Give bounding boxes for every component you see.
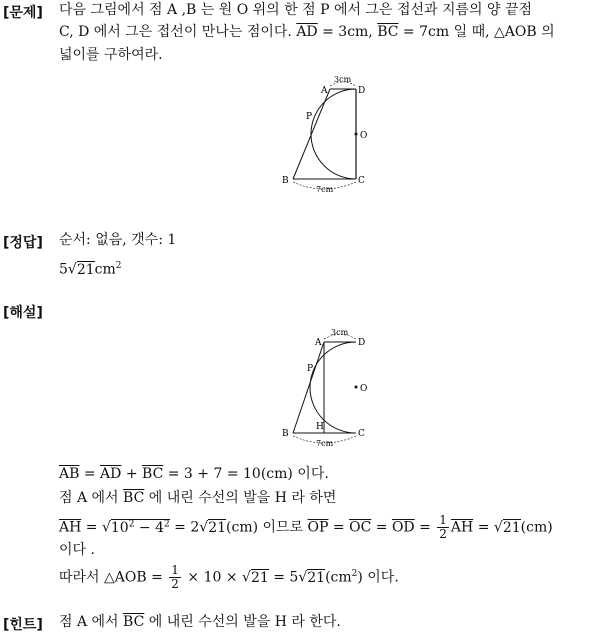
text: = 3 + 7 = 10(cm) 이다.	[163, 466, 329, 482]
text: 따라서 △AOB =	[59, 569, 168, 586]
bottom-length: 7cm	[316, 185, 334, 194]
label-c: C	[358, 176, 365, 186]
label-c: C	[358, 429, 365, 439]
semicircle	[310, 342, 356, 433]
top-length: 3cm	[334, 75, 352, 84]
tangent-ab	[293, 342, 324, 433]
text: = 2	[169, 519, 200, 536]
label-a: A	[321, 86, 328, 96]
answer-unit: cm	[94, 261, 116, 278]
explanation-line-3: $\overline{AH} = √10^2 - 4^2 = 2√21(cm)$ 이므로 $\overline{OP} = \overline{OC} = \overline{OD}$ = $\frac{1}{2}$ $\overline{AH} = √21(cm)$	[59, 513, 553, 542]
label-p: P	[307, 364, 314, 374]
explanation-line-4: 이다 .	[59, 542, 95, 558]
root-21: 21	[250, 569, 269, 586]
answer-label: [정답]	[3, 235, 43, 251]
answer-value: $5√21cm^2$	[59, 261, 122, 278]
problem-text: = 3cm,	[317, 24, 378, 40]
answer-coef: 5	[59, 261, 68, 278]
segment-ah: $\overline{AH}$	[59, 519, 82, 536]
text: (cm	[325, 569, 352, 586]
label-h: H	[316, 422, 324, 432]
radicand: $10^2 - 4^2$	[110, 519, 170, 536]
hint-line	[59, 612, 341, 632]
segment-ad: $\overline{AD}$	[296, 24, 318, 40]
root-21: 21	[502, 519, 521, 536]
text: 에 내린 수선의 발을 H 라 한다.	[144, 614, 341, 630]
segment-od: $\overline{OD}$	[391, 519, 415, 536]
explanation-figure	[278, 325, 378, 450]
text: × 10 ×	[182, 569, 243, 586]
explanation-label: [해설]	[3, 305, 43, 321]
fraction-half: $\frac{1}{2}$	[439, 513, 447, 542]
label-b: B	[282, 429, 289, 439]
text: =	[79, 466, 101, 482]
answer-root: 21	[76, 261, 95, 278]
label-a: A	[315, 338, 322, 348]
segment-op: $\overline{OP}$	[307, 519, 329, 536]
text: ) 이다.	[357, 569, 399, 586]
label-d: D	[358, 338, 366, 348]
label-b: B	[282, 176, 289, 186]
label-o: O	[360, 384, 368, 394]
segment-ad: $\overline{AD}$	[100, 466, 122, 482]
root-21: 21	[307, 569, 326, 586]
segment-ah: $\overline{AH}$	[450, 519, 474, 536]
label-d: D	[358, 86, 366, 96]
problem-label: [문제]	[3, 5, 43, 21]
answer-exp: 2	[115, 261, 122, 271]
segment-bc: $\overline{BC}$	[377, 24, 399, 40]
bottom-length: 7cm	[316, 439, 334, 448]
problem-line-2	[59, 22, 555, 42]
explanation-line-1	[59, 464, 329, 484]
explanation-line-2	[59, 488, 336, 508]
text: (cm) 이므로	[226, 519, 308, 536]
segment-bc: $\overline{BC}$	[123, 490, 145, 506]
hint-label: [힌트]	[3, 617, 43, 633]
problem-line-1: 다음 그림에서 점 A ,B 는 원 O 위의 한 점 P 에서 그은 접선과 지름의 양 끝점	[59, 2, 533, 18]
label-p: P	[306, 112, 313, 122]
center-o-dot	[355, 386, 358, 389]
center-o-dot	[355, 133, 358, 136]
root-21: 21	[208, 519, 227, 536]
text: +	[121, 466, 143, 482]
problem-line-3: 넓이를 구하여라.	[59, 47, 163, 63]
text: =	[81, 519, 102, 536]
text: 에 내린 수선의 발을 H 라 하면	[144, 490, 337, 506]
top-length: 3cm	[331, 328, 349, 337]
label-o: O	[360, 131, 368, 141]
text: 점 A 에서	[59, 490, 124, 506]
text: 점 A 에서	[59, 614, 124, 630]
problem-text: C, D 에서 그은 접선이 만나는 점이다.	[59, 24, 297, 40]
answer-line-1: 순서: 없음, 갯수: 1	[59, 232, 177, 248]
explanation-line-5: 따라서 △AOB = $\frac{1}{2}$ × $10 \times √21 = 5√21(cm^2)$ 이다.	[59, 563, 399, 592]
segment-bc: $\overline{BC}$	[142, 466, 164, 482]
exp: 2	[351, 569, 358, 579]
text: = 5	[268, 569, 299, 586]
text: (cm)	[520, 519, 553, 536]
problem-text: = 7cm 일 때, △AOB 의	[398, 24, 555, 40]
problem-figure	[278, 72, 378, 194]
segment-ab: $\overline{AB}$	[59, 466, 80, 482]
segment-oc: $\overline{OC}$	[349, 519, 372, 536]
segment-bc: $\overline{BC}$	[123, 614, 145, 630]
fraction-half: $\frac{1}{2}$	[171, 563, 179, 592]
semicircle	[311, 89, 356, 179]
